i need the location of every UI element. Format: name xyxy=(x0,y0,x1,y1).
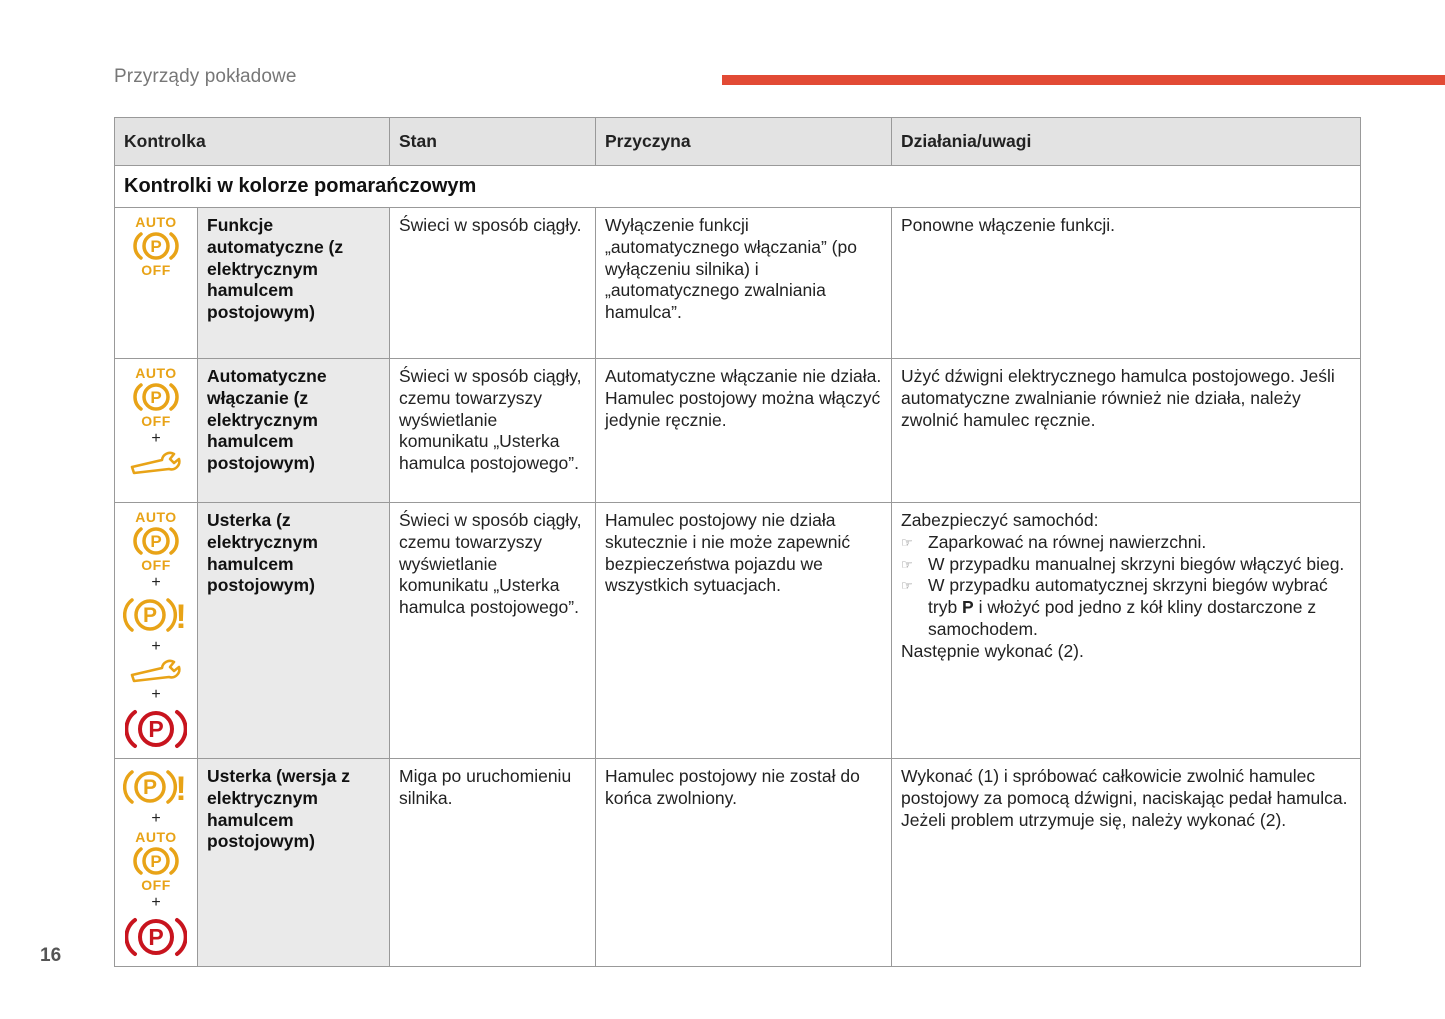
plus-sign: + xyxy=(151,686,161,703)
svg-text:P: P xyxy=(150,852,162,871)
action-text xyxy=(892,759,1361,967)
table-row xyxy=(115,208,1361,359)
column-header-przyczyna: Przyczyna xyxy=(596,118,892,166)
action-outro: Następnie wykonać (2). xyxy=(901,640,1084,661)
state-text: Świeci w sposób ciągły, czemu towarzyszy wyświetlanie komunikatu „Usterka hamulca postojowego”. xyxy=(390,359,596,503)
action-intro: Zabezpieczyć samochód: xyxy=(901,510,1099,530)
svg-text:!: ! xyxy=(175,770,187,808)
svg-text:P: P xyxy=(150,388,162,407)
svg-text:P: P xyxy=(142,604,158,627)
state-text: Świeci w sposób ciągły. xyxy=(390,208,596,359)
auto-off-p-icon: AUTO P OFF xyxy=(135,365,177,429)
table-header-row xyxy=(115,118,1361,166)
plus-sign: + xyxy=(151,894,161,911)
plus-sign: + xyxy=(151,810,161,827)
light-name: Usterka (wersja z elektrycznym hamulcem postojowym) xyxy=(198,759,390,967)
wrench-icon xyxy=(128,450,184,476)
parking-fault-icon xyxy=(123,594,189,636)
plus-sign: + xyxy=(151,574,161,591)
action-text: Użyć dźwigni elektrycznego hamulca postojowego. Jeśli automatyczne zwalnianie również nie działa, należy zwolnić hamulec ręcznie. xyxy=(892,359,1361,503)
warning-lights-table xyxy=(114,117,1361,967)
list-item xyxy=(901,575,1351,640)
cause-text: Hamulec postojowy nie został do końca zwolniony. xyxy=(596,759,892,967)
action-line: Jeżeli problem utrzymuje się, należy wykonać (2). xyxy=(901,809,1287,830)
plus-sign: + xyxy=(151,638,161,655)
svg-text:P: P xyxy=(148,716,164,742)
action-bullets xyxy=(901,532,1351,641)
icon-cell xyxy=(115,208,198,359)
column-header-stan: Stan xyxy=(390,118,596,166)
icon-cell xyxy=(115,359,198,503)
list-item xyxy=(901,554,1351,576)
column-header-dzialania: Działania/uwagi xyxy=(892,118,1361,166)
svg-text:P: P xyxy=(148,924,164,950)
icon-cell xyxy=(115,759,198,967)
svg-text:P: P xyxy=(142,776,158,799)
page-number: 16 xyxy=(40,945,62,966)
plus-sign: + xyxy=(151,430,161,447)
section-title: Przyrządy pokładowe xyxy=(114,66,297,87)
table-row xyxy=(115,359,1361,503)
auto-off-p-icon: AUTO P OFF xyxy=(135,829,177,893)
cause-text: Automatyczne włączanie nie działa. Hamulec postojowy można włączyć jedynie ręcznie. xyxy=(596,359,892,503)
cause-text: Hamulec postojowy nie działa skutecznie i nie może zapewnić bezpieczeństwa pojazdu we wszystkich sytuacjach. xyxy=(596,503,892,759)
action-text xyxy=(892,503,1361,759)
list-item xyxy=(901,532,1351,554)
wrench-icon xyxy=(128,658,184,684)
bullet-text: i włożyć pod jedno z kół kliny dostarczone z samochodem. xyxy=(928,597,1317,639)
header-accent-bar xyxy=(722,75,1445,85)
column-header-kontrolka: Kontrolka xyxy=(115,118,390,166)
light-name: Funkcje automatyczne (z elektrycznym hamulcem postojowym) xyxy=(198,208,390,359)
pointing-hand-icon: ☞ xyxy=(901,578,913,594)
action-text: Ponowne włączenie funkcji. xyxy=(892,208,1361,359)
action-line: Wykonać (1) i spróbować całkowicie zwolnić hamulec postojowy za pomocą dźwigni, naciskając pedał hamulca. xyxy=(901,766,1348,808)
icon-cell xyxy=(115,503,198,759)
state-text: Świeci w sposób ciągły, czemu towarzyszy wyświetlanie komunikatu „Usterka hamulca postojowego”. xyxy=(390,503,596,759)
bullet-text: W przypadku automatycznej skrzyni biegów wybrać tryb xyxy=(928,575,1328,618)
svg-text:P: P xyxy=(150,532,162,551)
bullet-text: Zaparkować na równej nawierzchni. xyxy=(928,531,1207,552)
parking-brake-red-icon xyxy=(125,706,187,752)
group-title: Kontrolki w kolorze pomarańczowym xyxy=(115,166,1361,208)
group-row xyxy=(115,166,1361,208)
table-row xyxy=(115,503,1361,759)
light-name: Automatyczne włączanie (z elektrycznym hamulcem postojowym) xyxy=(198,359,390,503)
light-name: Usterka (z elektrycznym hamulcem postojowym) xyxy=(198,503,390,759)
pointing-hand-icon: ☞ xyxy=(901,534,913,550)
state-text: Miga po uruchomieniu silnika. xyxy=(390,759,596,967)
bullet-text: W przypadku manualnej skrzyni biegów włączyć bieg. xyxy=(928,553,1345,574)
parking-brake-red-icon xyxy=(125,914,187,960)
table-row xyxy=(115,759,1361,967)
auto-off-p-icon: AUTO P OFF xyxy=(135,214,177,278)
svg-text:!: ! xyxy=(175,598,187,636)
parking-fault-icon xyxy=(123,766,189,808)
cause-text: Wyłączenie funkcji „automatycznego włączania” (po wyłączeniu silnika) i „automatycznego zwalniania hamulca”. xyxy=(596,208,892,359)
gear-mode-p: P xyxy=(962,597,974,618)
svg-text:P: P xyxy=(150,237,162,256)
pointing-hand-icon: ☞ xyxy=(901,556,913,572)
auto-off-p-icon: AUTO P OFF xyxy=(135,509,177,573)
